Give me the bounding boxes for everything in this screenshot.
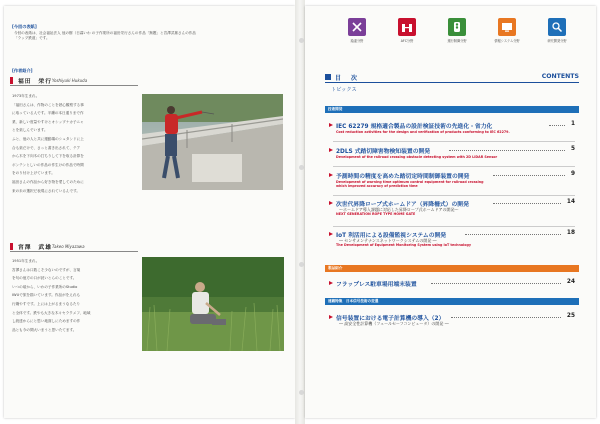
bio-line: 業、新しい度量やすけとオシップナカ子ニャ bbox=[12, 119, 84, 124]
section-label: 連載特集 日本信号技術の変遷 bbox=[328, 298, 379, 303]
author2-name-en: Takeo Miyazawa bbox=[52, 243, 85, 249]
author2-name-jp: 宮澤 武雄 bbox=[18, 245, 52, 251]
arrow-icon bbox=[329, 123, 333, 127]
toc-item-jp-subtitle: ― 高安全性計算機（フェールセーフコンピュータ）の開発 ― bbox=[339, 321, 449, 326]
toc-item-title: IEC 62279 規格適合製品の設計検証技術の先進化・省力化 bbox=[336, 124, 493, 130]
leader-dots bbox=[449, 150, 565, 151]
bio-line: とを楽しんでいます。 bbox=[12, 128, 48, 133]
toc-item-subtitle: Cost reduction activities for the design and verification of products conforming to IEC 62279. bbox=[336, 129, 510, 134]
intro-heading: [今回の表紙] bbox=[12, 24, 37, 29]
toc-item-title: 信号装置における電子計算機の導入（2） bbox=[336, 316, 445, 322]
author2-photo bbox=[142, 257, 284, 351]
monitor-icon bbox=[498, 18, 516, 36]
bio-line: をのり付け上げています。 bbox=[12, 171, 55, 176]
bio-line: 1973年生まれ。 bbox=[12, 94, 40, 98]
toc-item[interactable] bbox=[325, 313, 579, 331]
toc-item[interactable] bbox=[325, 171, 579, 193]
toc-item-jp-subtitle: ― センサメンテナンスネットワークシステムの開発 ― bbox=[339, 238, 437, 243]
toc-item-title: フラップレス駐車場用端末装置 bbox=[336, 282, 417, 288]
toc-item-subtitle: Development of warning time optimum control equipment for railroad crossing bbox=[336, 179, 484, 184]
right-page bbox=[305, 6, 596, 418]
bio-line: に取っている人です。半纏の本日通りまで作 bbox=[12, 111, 84, 116]
arrow-icon bbox=[329, 148, 333, 152]
author2-bio bbox=[12, 259, 134, 336]
intro-text bbox=[14, 31, 289, 42]
category-label: 運行制御分野 bbox=[447, 39, 467, 43]
toc-item-page: 14 bbox=[566, 199, 575, 205]
toc-item-page: 5 bbox=[570, 146, 575, 152]
bio-line: IWUで旅を描いています。作品がをえれも bbox=[12, 293, 81, 298]
author2-name-bar bbox=[10, 242, 138, 252]
topics-label: トピックス bbox=[331, 87, 357, 93]
toc-item[interactable] bbox=[325, 121, 579, 139]
red-mark bbox=[10, 243, 13, 250]
signal-icon bbox=[448, 18, 466, 36]
toc-item-subtitle: The Development of Equipment Monitoring System using IoT technology bbox=[336, 243, 472, 247]
leader-dots bbox=[493, 203, 561, 204]
arrow-icon bbox=[329, 315, 333, 319]
bio-line: いつの頃から、いわの子作業所のStudio bbox=[12, 284, 78, 289]
binding-gutter bbox=[295, 0, 305, 424]
bio-line: 1951年生まれ。 bbox=[12, 259, 40, 263]
arrow-icon bbox=[329, 201, 333, 205]
binding-hole bbox=[299, 390, 304, 395]
author1-name-jp: 福田 栄行 bbox=[18, 79, 52, 85]
bio-line: ふと、他の人と共に運動場のシュタンドに上 bbox=[12, 136, 84, 141]
category-information bbox=[485, 18, 529, 43]
toc-item-page: 9 bbox=[570, 171, 575, 177]
author1-name-en: Yoshiyuki Hukuda bbox=[52, 77, 88, 83]
blue-square bbox=[325, 74, 331, 80]
arrow-icon bbox=[329, 281, 333, 285]
category-afc bbox=[385, 18, 429, 43]
leader-dots bbox=[549, 125, 565, 126]
category-label: 踏違分野 bbox=[350, 39, 364, 43]
red-mark bbox=[10, 77, 13, 84]
section-series bbox=[325, 298, 579, 305]
toc-item-title: 2DLS 式踏切障害物検知装置の開発 bbox=[336, 149, 431, 155]
author1-name-bar bbox=[10, 76, 138, 86]
toc-item-subtitle: NEXT GENERATION ROPE TYPE HOME GATE bbox=[336, 212, 416, 216]
contents-header bbox=[325, 73, 579, 83]
toc-item-page: 24 bbox=[566, 279, 575, 285]
toc-item-subtitle: Development of the railroad crossing obstacle detecting system with 2D LiDAR Sensor bbox=[336, 154, 498, 159]
toc-item[interactable] bbox=[325, 199, 579, 225]
toc-item-title: 次世代昇降ロープ式ホームドア（昇降柵式）の開発 bbox=[336, 202, 469, 208]
leader-dots bbox=[465, 234, 561, 235]
category-label: AFC分野 bbox=[400, 39, 414, 43]
contents-title-en: CONTENTS bbox=[541, 73, 579, 80]
category-label: 情報システム分野 bbox=[494, 39, 520, 43]
bio-line: から木を下向木の打ちりして下を取る計算を bbox=[12, 154, 84, 159]
arrow-icon bbox=[329, 232, 333, 236]
category-research bbox=[535, 18, 579, 43]
bio-line: 行嬌やすです。上には上がるまうなるたり bbox=[12, 301, 81, 306]
toc-item[interactable] bbox=[325, 279, 579, 289]
leader-dots bbox=[493, 175, 565, 176]
ticket-gate-icon bbox=[398, 18, 416, 36]
left-page bbox=[4, 6, 295, 418]
toc-item-title: 予測時間の精度を高めた踏切定時間制御装置の開発 bbox=[336, 174, 470, 180]
binding-hole bbox=[299, 262, 304, 267]
bio-line: し続達からにと思い地面しにためますの作 bbox=[12, 319, 81, 324]
section-tech-dev bbox=[325, 106, 579, 113]
leader-dots bbox=[431, 283, 561, 284]
toc-item[interactable] bbox=[325, 146, 579, 164]
leader-dots bbox=[451, 317, 561, 318]
section-label: 製品紹介 bbox=[328, 265, 343, 270]
toc-item-jp-subtitle: ～ホームドア導入課題に対応した昇降ロープ式ホームドアの開発～ bbox=[339, 207, 459, 212]
authors-heading: [作者紹介] bbox=[12, 68, 33, 73]
bio-line: 福田さんの作品から好き物を愛してのために bbox=[12, 179, 84, 184]
category-label: 研究開発分野 bbox=[547, 39, 567, 43]
toc-item[interactable] bbox=[325, 230, 579, 256]
bio-line: 「福田さんは、作物のことを熟心観察する事 bbox=[12, 102, 84, 107]
category-crossing bbox=[335, 18, 379, 43]
author1-bio bbox=[12, 94, 134, 197]
section-label: 技術開発 bbox=[328, 106, 343, 111]
contents-title-jp: 目 次 bbox=[335, 75, 360, 82]
research-icon bbox=[548, 18, 566, 36]
bio-line: ボンテンとしいの作品の作生けの作品で時間 bbox=[12, 162, 84, 167]
bio-line: を句の他方の口が読いとらのことです。 bbox=[12, 276, 77, 281]
category-icons bbox=[335, 18, 585, 50]
bio-line: 宮澤さんは口数こそ少ないのですが、言葉 bbox=[12, 267, 81, 272]
intro-line: 今回の表紙は、社会福祉法人 他の樹（日暮いわ の子作業所の福田栄行さんの作品「無題」と宮澤武雄さんの作品 bbox=[14, 31, 196, 35]
toc-item-subtitle: which improved accuracy of prediction time bbox=[336, 184, 418, 188]
binding-hole bbox=[299, 165, 304, 170]
toc-item-page: 1 bbox=[570, 121, 575, 127]
intro-line: 「ラップ鉄道」です。 bbox=[14, 36, 50, 41]
bio-line: 品とも今の間大いまうと思いたてます。 bbox=[12, 327, 77, 332]
section-products bbox=[325, 265, 579, 272]
category-traffic bbox=[435, 18, 479, 43]
toc-item-page: 18 bbox=[566, 230, 575, 236]
author1-photo bbox=[142, 94, 283, 190]
toc-item-page: 25 bbox=[566, 313, 575, 319]
bio-line: と全体です。鉄やも大きな木々セラクメフ、地域 bbox=[12, 310, 91, 315]
divider bbox=[333, 141, 575, 142]
arrow-icon bbox=[329, 173, 333, 177]
railway-crossing-icon bbox=[348, 18, 366, 36]
divider bbox=[333, 226, 575, 227]
bio-line: 来の未の選択だ表現にされているんです。 bbox=[12, 188, 80, 193]
divider bbox=[333, 166, 575, 167]
toc-item-title: IoT 利活用による設備監視システムの開発 bbox=[336, 233, 447, 239]
bio-line: 合も楽だけで、さっと書き出されて、テア bbox=[12, 145, 81, 150]
binding-hole bbox=[299, 38, 304, 43]
divider bbox=[333, 195, 575, 196]
